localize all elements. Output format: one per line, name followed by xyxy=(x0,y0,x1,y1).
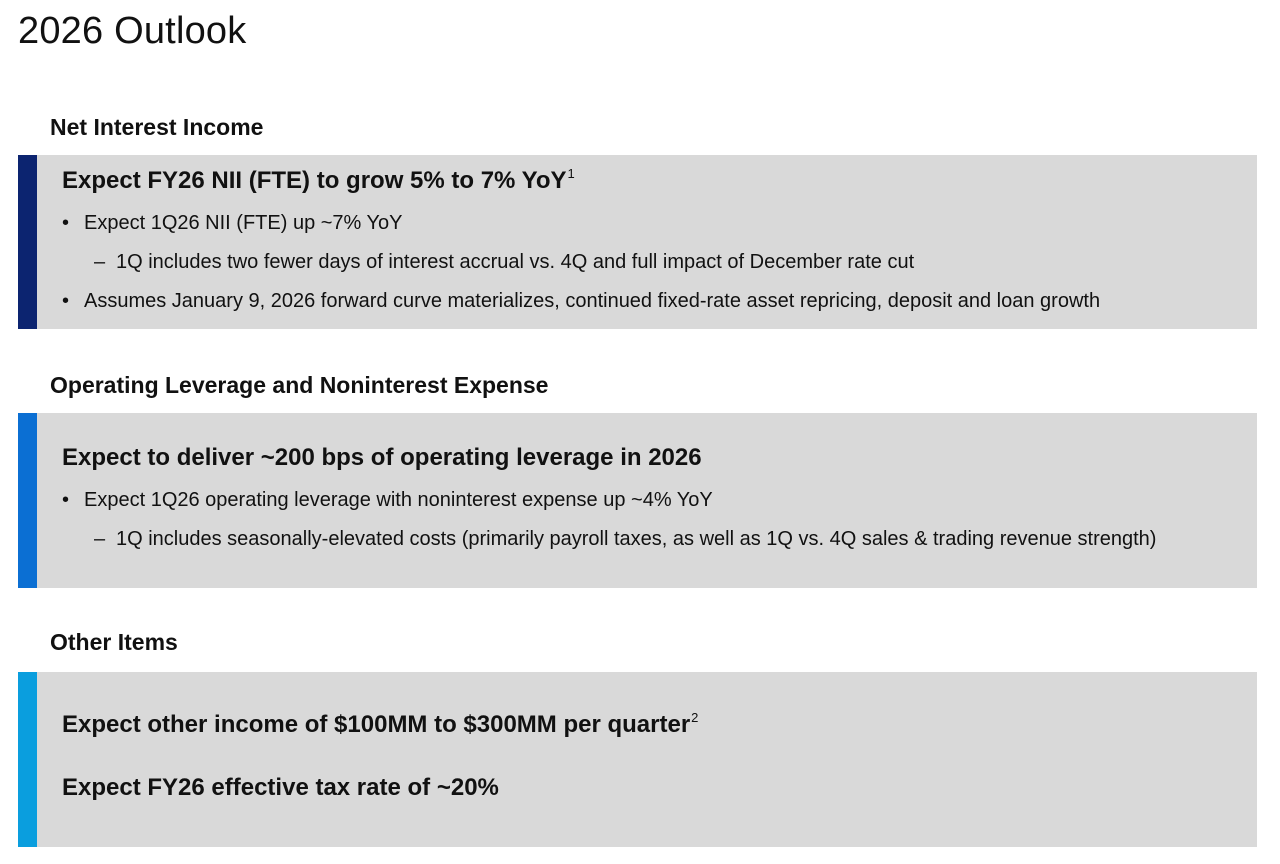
bullet-nii-1 xyxy=(62,212,403,235)
headline-nii xyxy=(62,167,575,195)
bullet-marker: • xyxy=(62,489,70,511)
sub-bullet-opex-1-text: 1Q includes seasonally-elevated costs (primarily payroll taxes, as well as 1Q vs. 4Q sales & trading revenue strength) xyxy=(116,528,1157,550)
footnote-marker-1: 1 xyxy=(567,166,575,181)
page-title: 2026 Outlook xyxy=(18,10,247,52)
sub-bullet-nii-1 xyxy=(94,251,914,274)
bullet-marker: • xyxy=(62,290,70,312)
sub-bullet-nii-1-text: 1Q includes two fewer days of interest accrual vs. 4Q and full impact of December rate cut xyxy=(116,251,915,273)
bullet-nii-2 xyxy=(62,290,1100,313)
dash-marker: – xyxy=(94,528,106,550)
bullet-opex-1-text: Expect 1Q26 operating leverage with noninterest expense up ~4% YoY xyxy=(84,489,713,511)
footnote-marker-2: 2 xyxy=(691,710,699,725)
bullet-marker: • xyxy=(62,212,70,234)
section-heading-nii: Net Interest Income xyxy=(50,114,264,140)
accent-bar-nii xyxy=(18,155,37,329)
bullet-nii-1-text: Expect 1Q26 NII (FTE) up ~7% YoY xyxy=(84,212,403,234)
dash-marker: – xyxy=(94,251,106,273)
accent-bar-other xyxy=(18,672,37,847)
section-heading-opex: Operating Leverage and Noninterest Expense xyxy=(50,372,549,398)
headline-opex: Expect to deliver ~200 bps of operating leverage in 2026 xyxy=(62,444,702,471)
bullet-nii-2-text: Assumes January 9, 2026 forward curve materializes, continued fixed-rate asset repricing, deposit and loan growth xyxy=(84,290,1101,312)
bullet-opex-1 xyxy=(62,489,713,512)
headline-other-1 xyxy=(62,711,698,739)
sub-bullet-opex-1 xyxy=(94,528,1156,551)
headline-other-1-text: Expect other income of $100MM to $300MM per quarter xyxy=(62,711,691,738)
panel-other xyxy=(18,672,1257,847)
panel-opex xyxy=(18,413,1257,588)
panel-nii xyxy=(18,155,1257,329)
accent-bar-opex xyxy=(18,413,37,588)
headline-other-2: Expect FY26 effective tax rate of ~20% xyxy=(62,774,499,801)
section-heading-other: Other Items xyxy=(50,629,178,655)
headline-nii-text: Expect FY26 NII (FTE) to grow 5% to 7% YoY xyxy=(62,167,567,194)
